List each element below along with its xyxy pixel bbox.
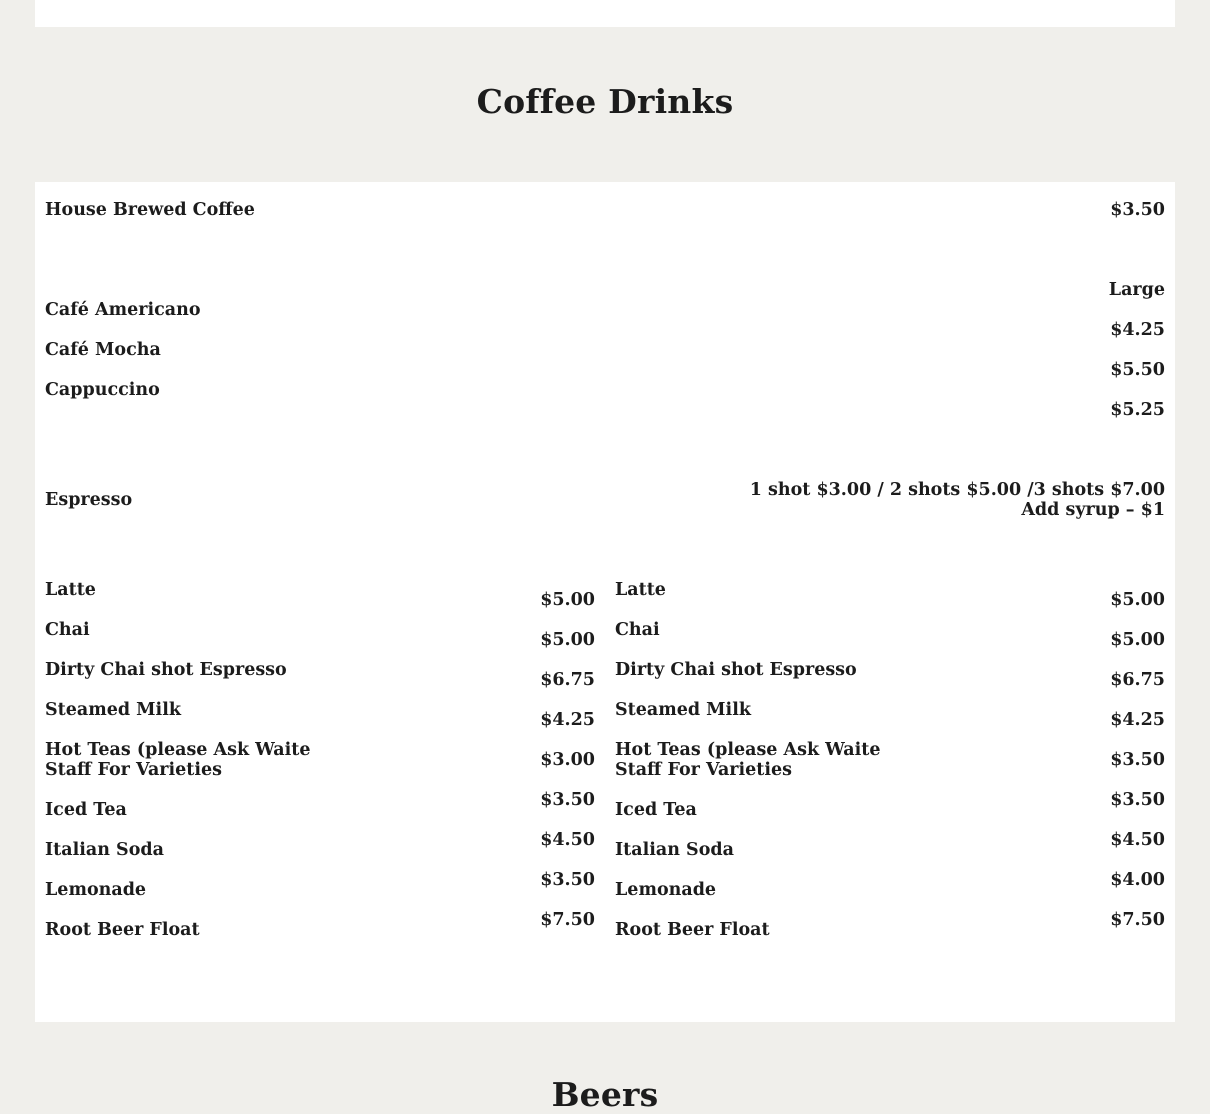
left-item-name-chai: Chai xyxy=(45,620,90,640)
left-item-price-lemonade: $3.50 xyxy=(540,870,595,890)
left-item-name-latte: Latte xyxy=(45,580,96,600)
right-item-name-latte: Latte xyxy=(615,580,666,600)
right-item-name-chai: Chai xyxy=(615,620,660,640)
left-item-price-root-beer-float: $7.50 xyxy=(540,910,595,930)
item-price-espresso-shots: 1 shot $3.00 / 2 shots $5.00 /3 shots $7.00 xyxy=(749,480,1165,500)
right-item-price-root-beer-float: $7.50 xyxy=(1110,910,1165,930)
left-item-name-italian-soda: Italian Soda xyxy=(45,840,164,860)
left-item-name-hot-teas-line1: Hot Teas (please Ask Waite xyxy=(45,740,311,760)
right-item-name-iced-tea: Iced Tea xyxy=(615,800,697,820)
item-price-cappuccino: $5.25 xyxy=(1110,400,1165,420)
previous-section-card xyxy=(35,0,1175,27)
section-title: Coffee Drinks xyxy=(476,82,734,121)
next-section-title: Beers xyxy=(551,1075,659,1114)
right-item-price-latte: $5.00 xyxy=(1110,590,1165,610)
item-price-house-brewed-coffee: $3.50 xyxy=(1110,200,1165,220)
left-item-price-dirty-chai: $6.75 xyxy=(540,670,595,690)
left-item-name-hot-teas-line2: Staff For Varieties xyxy=(45,760,222,780)
left-item-price-chai: $5.00 xyxy=(540,630,595,650)
right-item-name-lemonade: Lemonade xyxy=(615,880,717,900)
item-name-cafe-americano: Café Americano xyxy=(45,300,201,320)
left-item-price-latte: $5.00 xyxy=(540,590,595,610)
item-price-add-syrup: Add syrup – $1 xyxy=(1021,500,1165,520)
right-item-price-hot-teas: $3.50 xyxy=(1110,750,1165,770)
left-item-name-lemonade: Lemonade xyxy=(45,880,147,900)
size-label-large: Large xyxy=(1108,280,1165,300)
left-item-name-steamed-milk: Steamed Milk xyxy=(45,700,181,720)
item-price-cafe-mocha: $5.50 xyxy=(1110,360,1165,380)
right-item-name-root-beer-float: Root Beer Float xyxy=(615,920,770,940)
left-item-name-root-beer-float: Root Beer Float xyxy=(45,920,200,940)
right-item-name-dirty-chai: Dirty Chai shot Espresso xyxy=(615,660,857,680)
item-price-cafe-americano: $4.25 xyxy=(1110,320,1165,340)
left-item-name-dirty-chai: Dirty Chai shot Espresso xyxy=(45,660,287,680)
left-item-price-steamed-milk: $4.25 xyxy=(540,710,595,730)
left-item-name-iced-tea: Iced Tea xyxy=(45,800,127,820)
left-item-price-iced-tea: $3.50 xyxy=(540,790,595,810)
item-name-espresso: Espresso xyxy=(45,490,133,510)
right-item-price-italian-soda: $4.50 xyxy=(1110,830,1165,850)
item-name-cafe-mocha: Café Mocha xyxy=(45,340,161,360)
right-item-price-steamed-milk: $4.25 xyxy=(1110,710,1165,730)
right-item-price-lemonade: $4.00 xyxy=(1110,870,1165,890)
coffee-menu-card xyxy=(35,182,1175,1022)
right-item-name-hot-teas-line1: Hot Teas (please Ask Waite xyxy=(615,740,881,760)
right-item-name-steamed-milk: Steamed Milk xyxy=(615,700,751,720)
right-item-name-italian-soda: Italian Soda xyxy=(615,840,734,860)
right-item-price-iced-tea: $3.50 xyxy=(1110,790,1165,810)
left-item-price-hot-teas: $3.00 xyxy=(540,750,595,770)
left-item-price-italian-soda: $4.50 xyxy=(540,830,595,850)
right-item-price-chai: $5.00 xyxy=(1110,630,1165,650)
item-name-cappuccino: Cappuccino xyxy=(45,380,160,400)
right-item-price-dirty-chai: $6.75 xyxy=(1110,670,1165,690)
item-name-house-brewed-coffee: House Brewed Coffee xyxy=(45,200,255,220)
right-item-name-hot-teas-line2: Staff For Varieties xyxy=(615,760,792,780)
